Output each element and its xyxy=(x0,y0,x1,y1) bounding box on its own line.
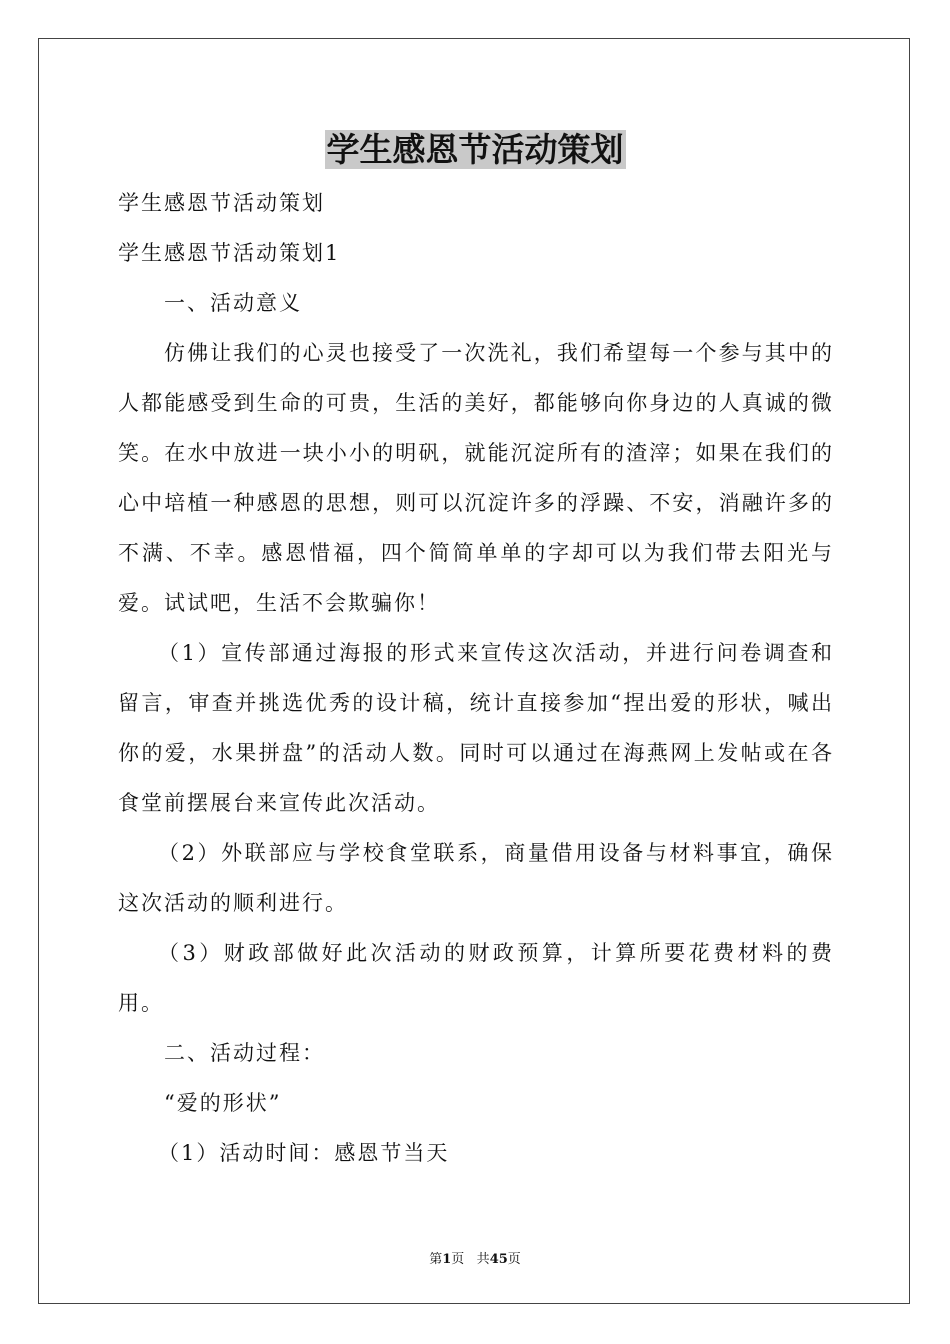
footer-page-suffix: 页 xyxy=(451,1252,465,1267)
footer-page-number: 1 xyxy=(442,1252,452,1267)
paragraph-item-1: （1）宣传部通过海报的形式来宣传这次活动，并进行问卷调查和留言，审查并挑选优秀的设计稿，统计直接参加“捏出爱的形状，喊出你的爱，水果拼盘”的活动人数。同时可以通过在海燕网上发帖或在各食堂前摆展台来宣传此次活动。 xyxy=(118,641,834,815)
footer-total-prefix: 共 xyxy=(476,1252,490,1267)
heading-activity-meaning: 一、活动意义 xyxy=(164,291,302,315)
document-title xyxy=(0,128,950,172)
paragraph-meaning: 仿佛让我们的心灵也接受了一次洗礼，我们希望每一个参与其中的人都能感受到生命的可贵，生活的美好，都能够向你身边的人真诚的微笑。在水中放进一块小小的明矾，就能沉淀所有的渣滓；如果在我们的心中培植一种感恩的思想，则可以沉淀许多的浮躁、不安，消融许多的不满、不幸。感恩惜福，四个简简单单的字却可以为我们带去阳光与爱。试试吧，生活不会欺骗你！ xyxy=(118,341,834,615)
document-body xyxy=(118,178,834,1178)
subtitle-line: 学生感恩节活动策划 xyxy=(118,191,325,215)
document-title-text: 学生感恩节活动策划 xyxy=(326,130,624,169)
paragraph-item-3: （3）财政部做好此次活动的财政预算，计算所要花费材料的费用。 xyxy=(118,941,834,1015)
activity-name: “爱的形状” xyxy=(164,1091,282,1115)
page-footer xyxy=(0,1248,950,1267)
footer-total-suffix: 页 xyxy=(507,1252,521,1267)
footer-page-prefix: 第 xyxy=(429,1252,443,1267)
footer-total-pages: 45 xyxy=(489,1252,508,1267)
heading-activity-process: 二、活动过程： xyxy=(164,1041,325,1065)
section-heading-1: 学生感恩节活动策划1 xyxy=(118,241,341,265)
paragraph-item-2: （2）外联部应与学校食堂联系，商量借用设备与材料事宜，确保这次活动的顺利进行。 xyxy=(118,841,834,915)
activity-time: （1）活动时间：感恩节当天 xyxy=(158,1141,450,1165)
